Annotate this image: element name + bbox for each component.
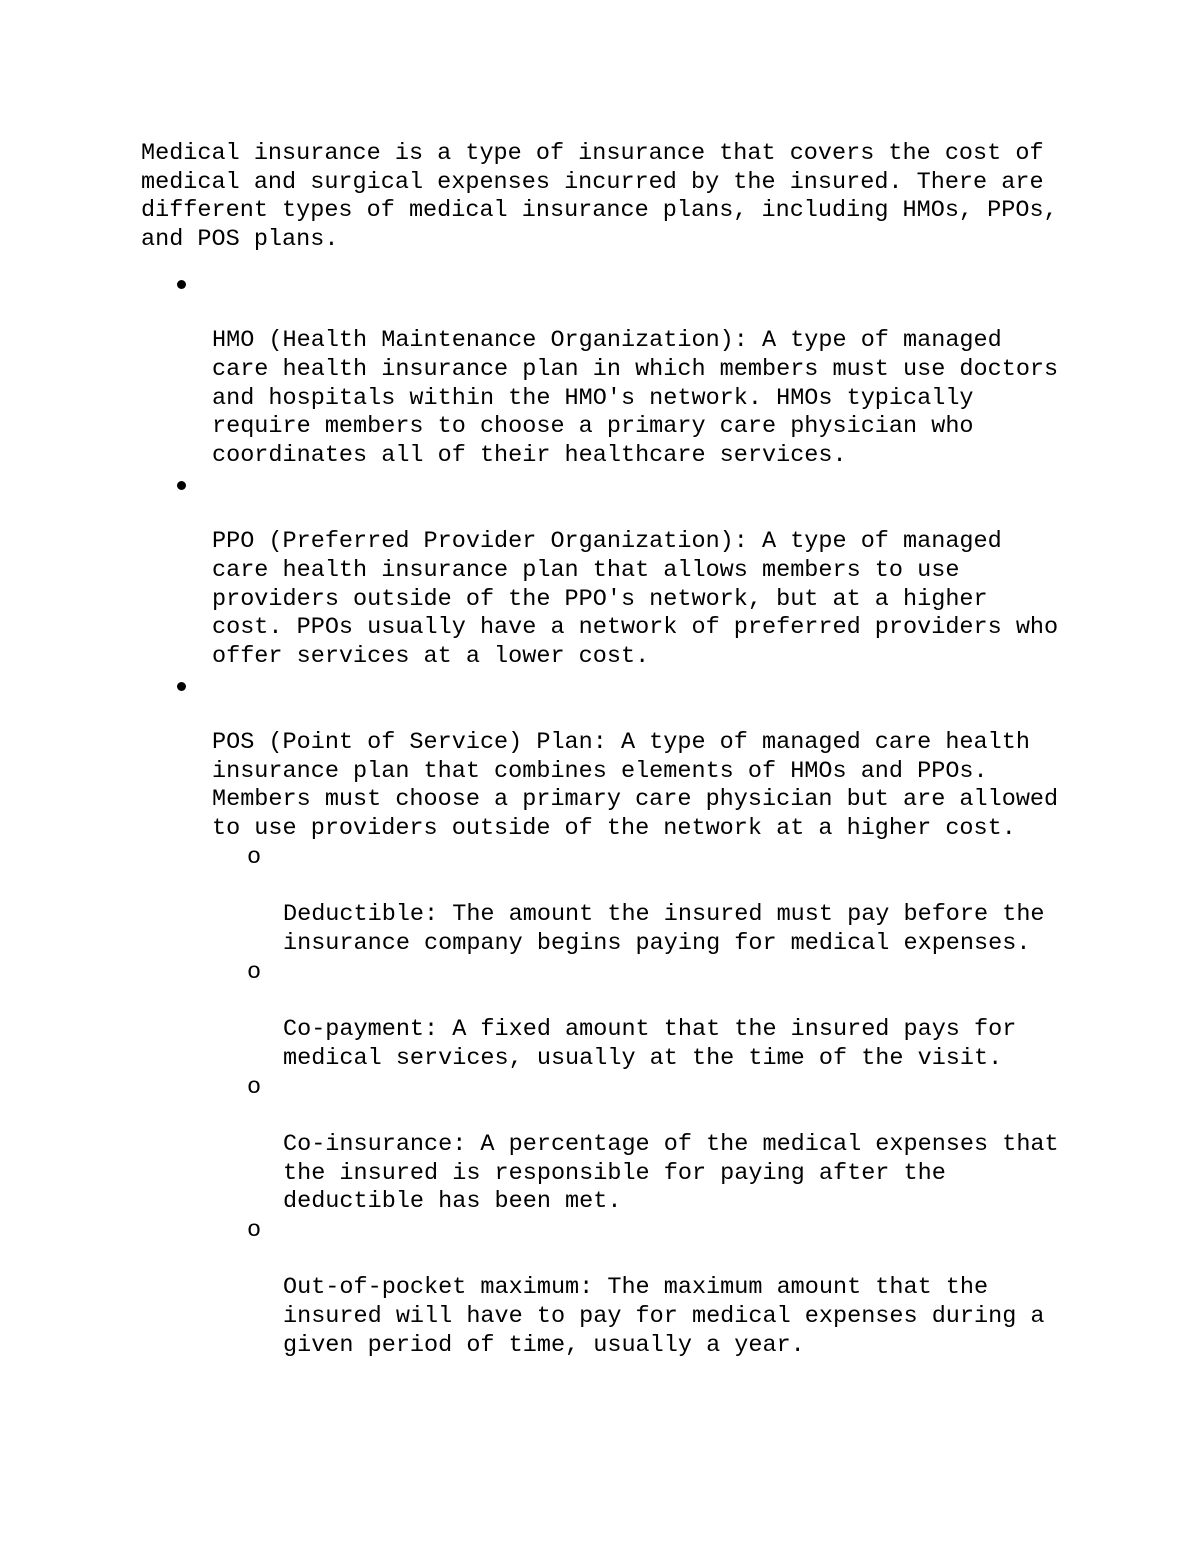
- sublist-item-coinsurance: [141, 1074, 1081, 1218]
- bullet-circle-icon: o: [247, 1073, 262, 1101]
- list-item-ppo: [141, 471, 1081, 672]
- intro-paragraph: Medical insurance is a type of insurance that covers the cost of medical and surgical expenses incurred by the insured. There are different types of medical insurance plans, including HMOs, PPOs, and POS plans.: [141, 140, 1058, 254]
- bullet-circle-icon: o: [247, 843, 262, 871]
- sublist-item-copayment: [141, 959, 1081, 1074]
- list-item-pos: [141, 672, 1081, 844]
- sublist-item-text: Out-of-pocket maximum: The maximum amount that the insured will have to pay for medical expenses during a given period of time, usually a year.: [283, 1274, 1045, 1359]
- plan-list: [141, 270, 1081, 1361]
- sublist-item-out-of-pocket: [141, 1217, 1081, 1361]
- document-body: [141, 140, 1081, 1361]
- bullet-disc-icon: [177, 682, 186, 691]
- list-item-text: HMO (Health Maintenance Organization): A type of managed care health insurance plan in which members must use doctors and hospitals within the HMO's network. HMOs typically require members to choose a primary care physician who coordinates all of their healthcare services.: [212, 327, 1059, 470]
- sublist-item-deductible: [141, 844, 1081, 959]
- list-item-text: POS (Point of Service) Plan: A type of managed care health insurance plan that combines elements of HMOs and PPOs. Members must choose a primary care physician but are allowed to use providers outside of the network at a higher cost.: [212, 729, 1059, 843]
- bullet-disc-icon: [177, 481, 186, 490]
- list-item-hmo: [141, 270, 1081, 471]
- bullet-disc-icon: [177, 280, 186, 289]
- sublist-item-text: Deductible: The amount the insured must pay before the insurance company begins paying for medical expenses.: [283, 901, 1045, 957]
- list-item-text: PPO (Preferred Provider Organization): A type of managed care health insurance plan that allows members to use providers outside of the PPO's network, but at a higher cost. PPOs usually have a network of preferred providers who offer services at a lower cost.: [212, 528, 1059, 670]
- sublist-item-text: Co-payment: A fixed amount that the insured pays for medical services, usually at the time of the visit.: [283, 1016, 1017, 1072]
- terms-sublist: [141, 844, 1081, 1361]
- sublist-item-text: Co-insurance: A percentage of the medical expenses that the insured is responsible for paying after the deductible has been met.: [283, 1130, 1059, 1216]
- bullet-circle-icon: o: [247, 958, 262, 986]
- bullet-circle-icon: o: [247, 1217, 262, 1245]
